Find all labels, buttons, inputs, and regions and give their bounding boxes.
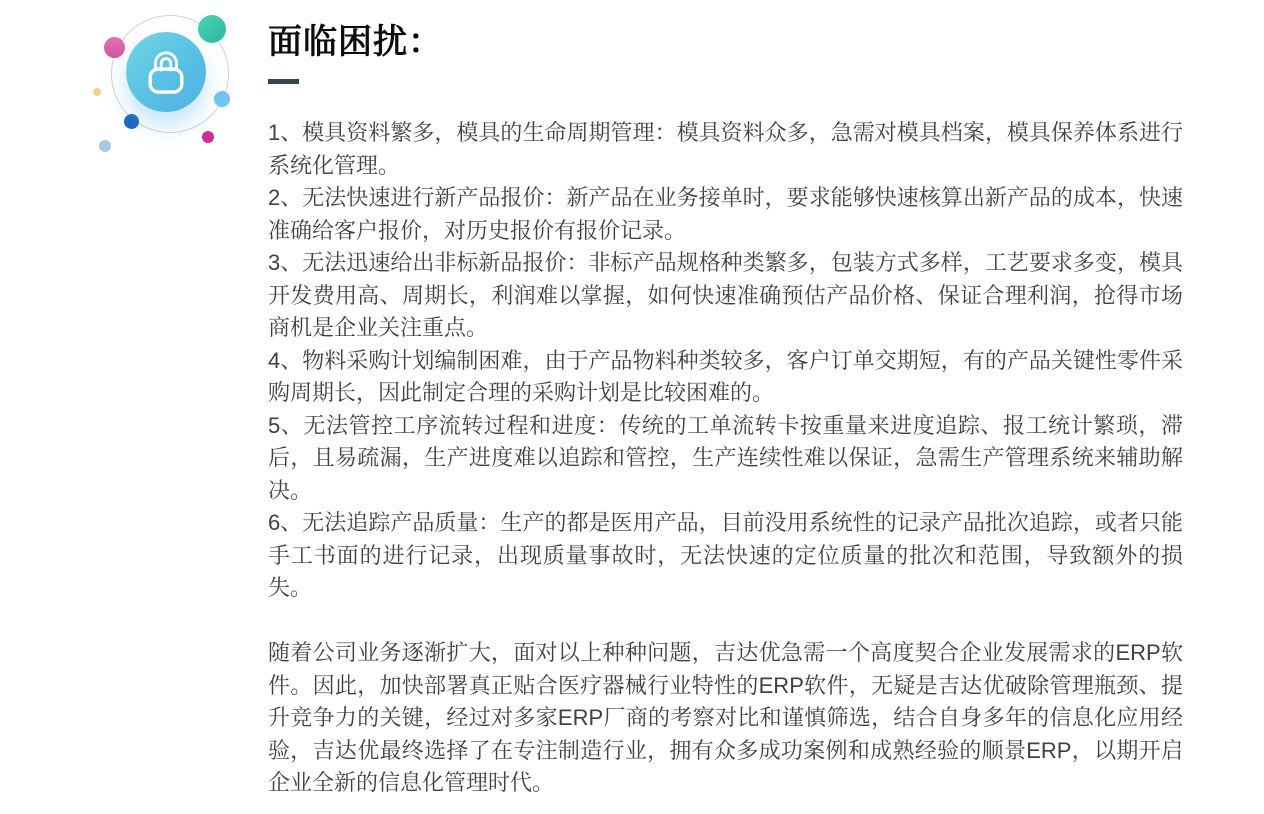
dark-blue-dot [124,114,139,129]
page-title: 面临困扰： [268,23,443,61]
issue-item-5: 5、无法管控工序流转过程和进度：传统的工单流转卡按重量来进度追踪、报工统计繁琐，滞后，且易疏漏，生产进度难以追踪和管控，生产连续性难以保证，急需生产管理系统来辅助解决。 [268,412,1183,503]
title-underline [268,79,299,84]
magenta-dot [202,131,214,143]
article-content [268,0,1183,800]
issue-item-3: 3、无法迅速给出非标新品报价：非标产品规格种类繁多，包装方式多样，工艺要求多变，模具开发费用高、周期长，利润难以掌握，如何快速准确预估产品价格、保证合理利润，抢得市场商机是企业关注重点。 [268,250,1183,340]
yellow-dot [93,88,101,96]
pale-blue-dot [99,140,111,152]
teal-dot [198,15,226,43]
issue-item-4: 4、物料采购计划编制困难，由于产品物料种类较多，客户订单交期短，有的产品关键性零件采购周期长，因此制定合理的采购计划是比较困难的。 [268,347,1183,405]
issue-item-6: 6、无法追踪产品质量：生产的都是医用产品，目前没用系统性的记录产品批次追踪，或者只能手工书面的进行记录，出现质量事故时，无法快速的定位质量的批次和范围，导致额外的损失。 [268,510,1183,600]
summary-paragraph: 随着公司业务逐渐扩大，面对以上种种问题，吉达优急需一个高度契合企业发展需求的ERP软件。因此，加快部署真正贴合医疗器械行业特性的ERP软件，无疑是吉达优破除管理瓶颈、提升竞争力的关键，经过对多家ERP厂商的考察对比和谨慎筛选，结合自身多年的信息化应用经验，吉达优最终选择了在专注制造行业，拥有众多成功案例和成熟经验的顺景ERP，以期开启企业全新的信息化管理时代。 [268,640,1183,795]
decorative-lock-graphic [88,0,248,170]
sky-blue-dot [214,91,230,107]
issue-item-2: 2、无法快速进行新产品报价：新产品在业务接单时，要求能够快速核算出新产品的成本，快速准确给客户报价，对历史报价有报价记录。 [268,185,1183,243]
gradient-circle [126,32,206,112]
pink-dot [104,37,125,58]
issues-list [268,117,1183,605]
lock-icon [143,45,189,100]
issue-item-1: 1、模具资料繁多，模具的生命周期管理：模具资料众多，急需对模具档案，模具保养体系进行系统化管理。 [268,120,1183,178]
